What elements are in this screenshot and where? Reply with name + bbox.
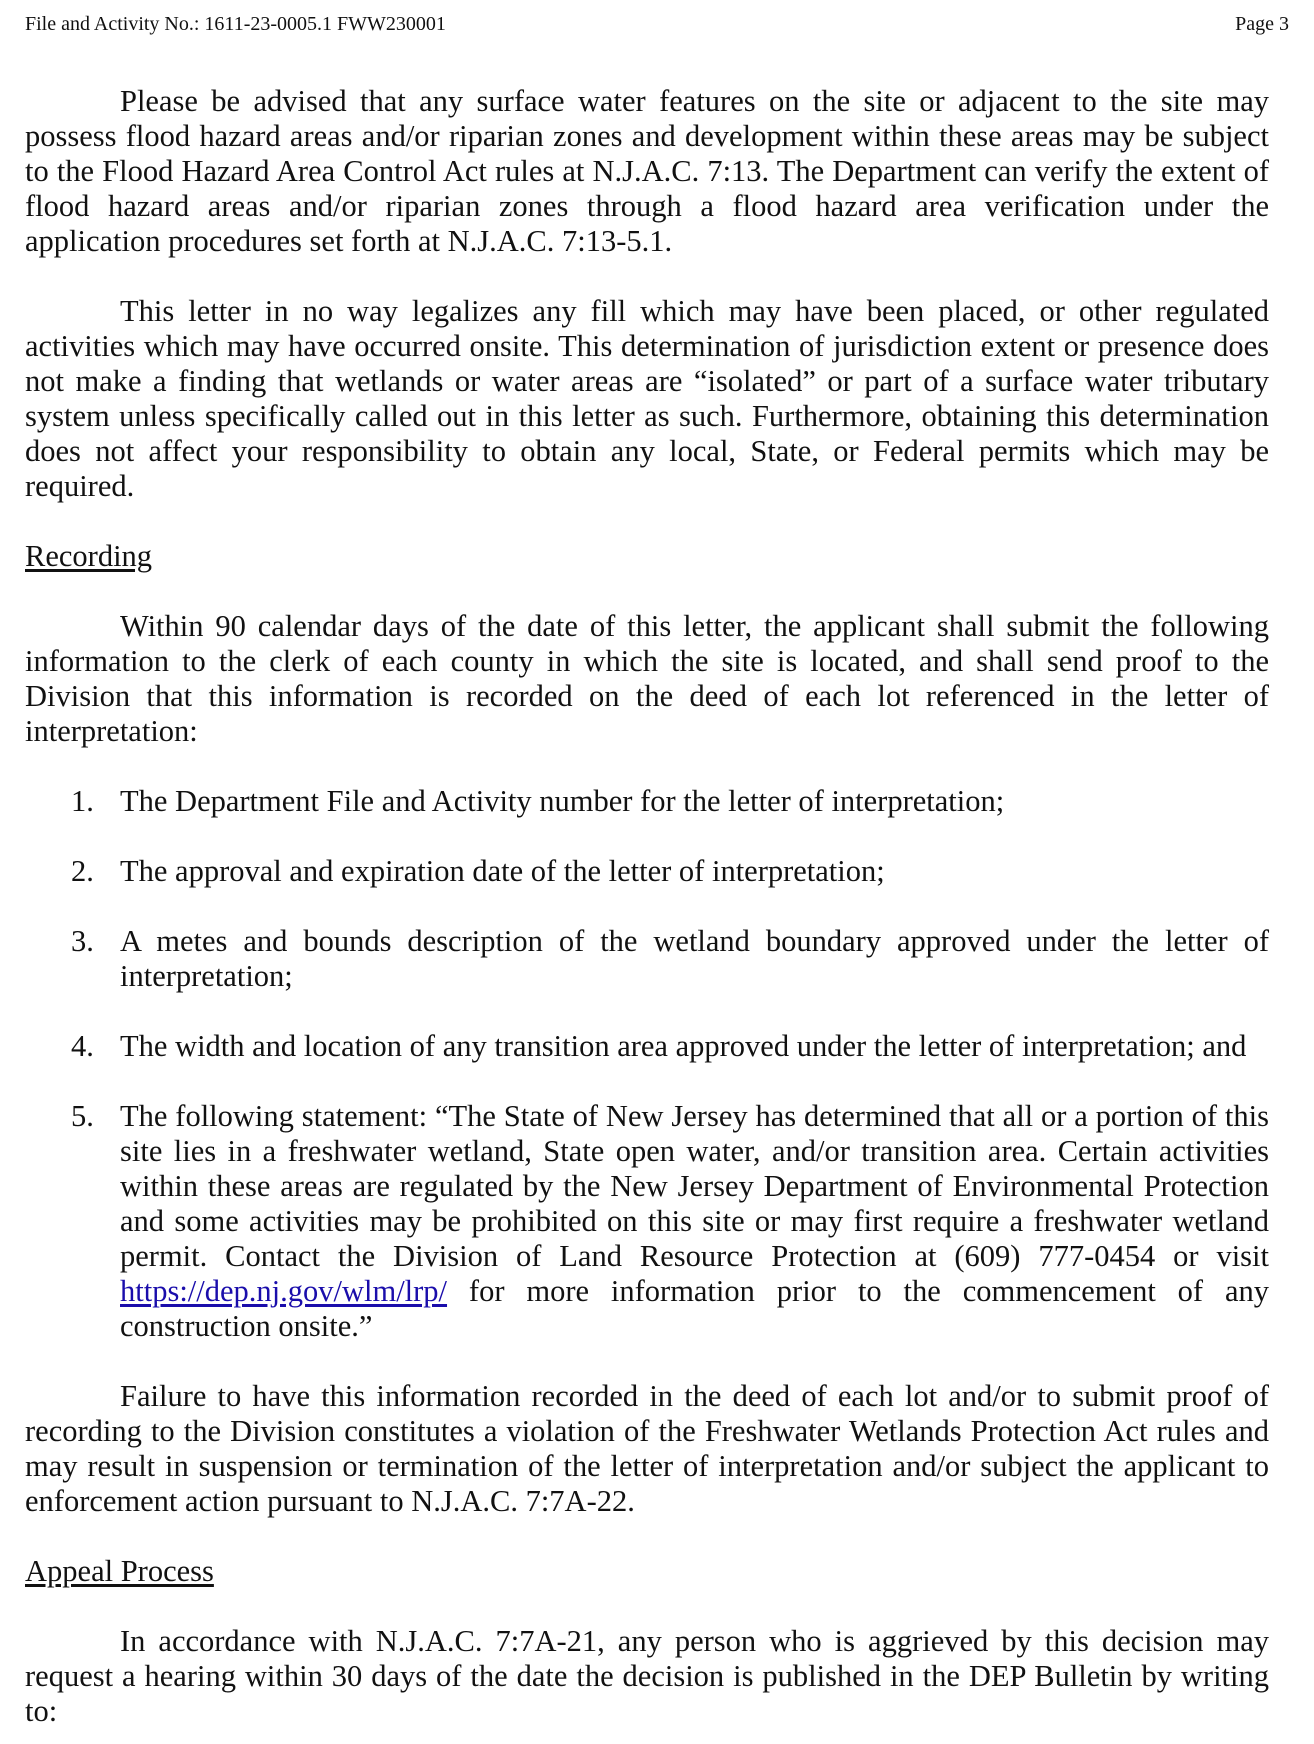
list-item-number: 4. [71, 1029, 94, 1063]
list-item-text [120, 1099, 1269, 1343]
letter-body [25, 84, 1269, 1729]
appeal-process-heading: Appeal Process [25, 1554, 214, 1588]
list-item-number: 5. [71, 1099, 94, 1133]
page-header [25, 10, 1289, 38]
list-item [25, 854, 1269, 889]
appeal-paragraph: In accordance with N.J.A.C. 7:7A-21, any person who is aggrieved by this decision may request a hearing within 30 days of the date the decision is published in the DEP Bulletin by writing to: [25, 1624, 1269, 1728]
no-legalization-paragraph: This letter in no way legalizes any fill which may have been placed, or other regulated activities which may have occurred onsite. This determination of jurisdiction extent or presence does not make a finding that wetlands or water areas are “isolated” or part of a surface water tributary system unless specifically called out in this letter as such. Furthermore, obtaining this determination does not affect your responsibility to obtain any local, State, or Federal permits which may be required. [25, 294, 1269, 503]
flood-hazard-paragraph: Please be advised that any surface water features on the site or adjacent to the site may possess flood hazard areas and/or riparian zones and development within these areas may be subject to the Flood Hazard Area Control Act rules at N.J.A.C. 7:13. The Department can verify the extent of flood hazard areas and/or riparian zones through a flood hazard area verification under the application procedures set forth at N.J.A.C. 7:13-5.1. [25, 84, 1269, 258]
recording-heading: Recording [25, 539, 153, 573]
list-item [25, 924, 1269, 994]
file-activity-number: File and Activity No.: 1611-23-0005.1 FWW230001 [25, 13, 446, 35]
failure-paragraph: Failure to have this information recorded in the deed of each lot and/or to submit proof of recording to the Division constitutes a violation of the Freshwater Wetlands Protection Act rules and may result in suspension or termination of the letter of interpretation and/or subject the applicant to enforcement action pursuant to N.J.A.C. 7:7A-22. [25, 1379, 1269, 1518]
statement-text-end: for more information prior to the commencement of any construction onsite.” [120, 1274, 1269, 1343]
list-item [25, 1029, 1269, 1064]
recording-intro-paragraph: Within 90 calendar days of the date of this letter, the applicant shall submit the following information to the clerk of each county in which the site is located, and shall send proof to the Division that this information is recorded on the deed of each lot referenced in the letter of interpretation: [25, 609, 1269, 748]
page-number: Page 3 [1235, 13, 1289, 35]
list-item-number: 2. [71, 854, 94, 888]
lrp-website-link[interactable]: https://dep.nj.gov/wlm/lrp/ [120, 1274, 448, 1308]
list-item-number: 1. [71, 784, 94, 818]
list-item-text: The Department File and Activity number for the letter of interpretation; [120, 784, 1005, 818]
recording-requirements-list [25, 784, 1269, 1344]
list-item [25, 1099, 1269, 1344]
list-item-number: 3. [71, 924, 94, 958]
statement-text-start: The following statement: “The State of New Jersey has determined that all or a portion of this site lies in a freshwater wetland, State open water, and/or transition area. Certain activities within these areas are regulated by the New Jersey Department of Environmental Protection and some activities may be prohibited on this site or may first require a freshwater wetland permit. Contact the Division of Land Resource Protection at (609) 777-0454 or visit [120, 1099, 1269, 1273]
list-item-text: The approval and expiration date of the letter of interpretation; [120, 854, 885, 888]
list-item-text: A metes and bounds description of the wetland boundary approved under the letter of interpretation; [120, 924, 1269, 993]
list-item [25, 784, 1269, 819]
list-item-text: The width and location of any transition area approved under the letter of interpretation; and [120, 1029, 1247, 1063]
